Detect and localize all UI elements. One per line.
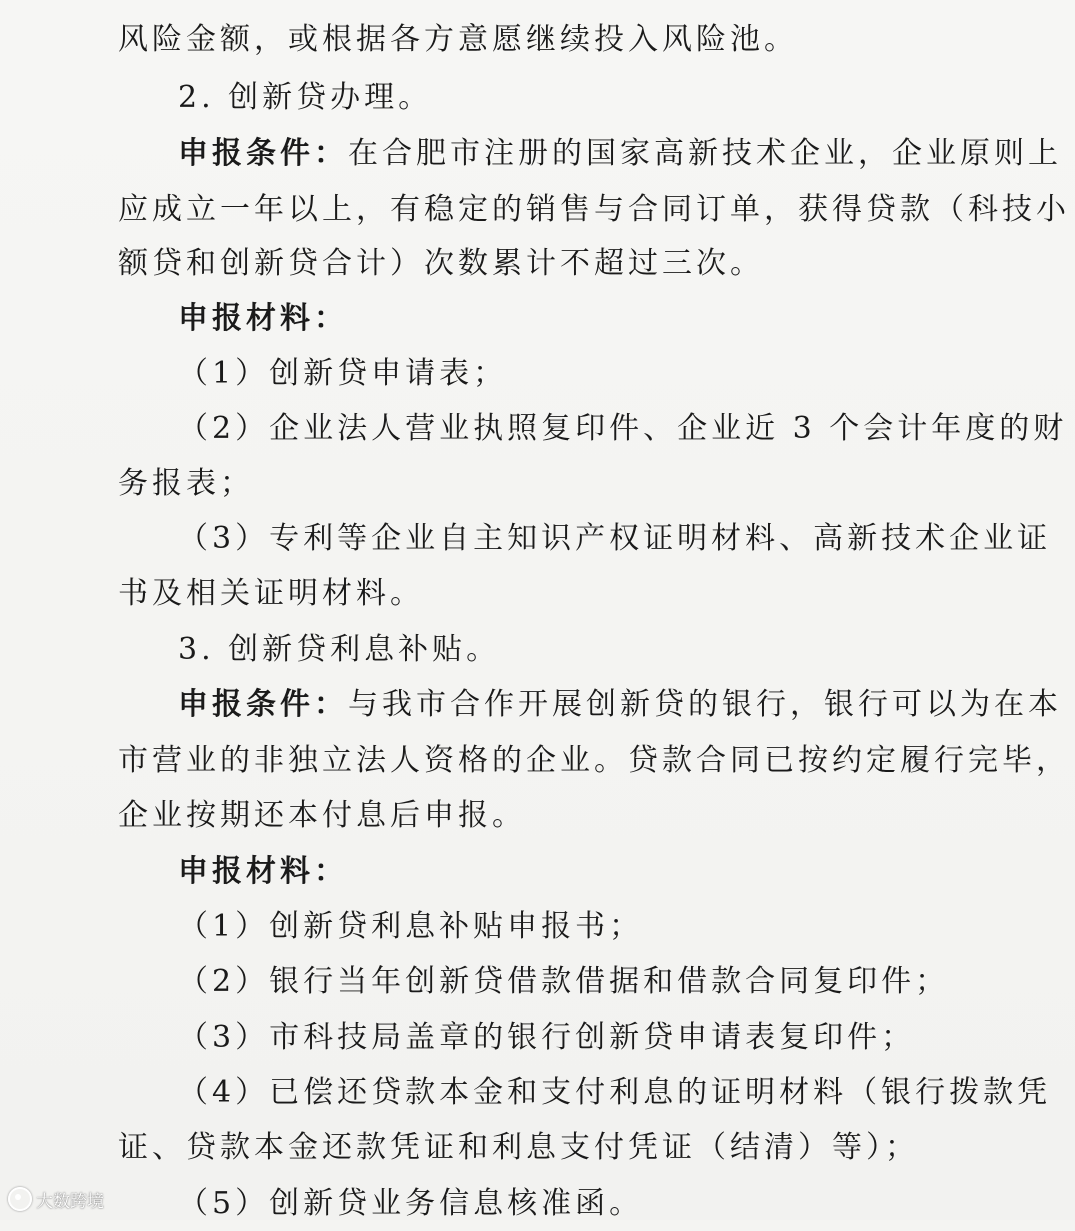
section-heading: 3. 创新贷利息补贴。: [178, 632, 501, 667]
watermark-text: 大数跨境: [36, 1191, 104, 1212]
field-label: 申报条件：: [178, 136, 348, 171]
text-line: 额贷和创新贷合计）次数累计不超过三次。: [118, 246, 764, 281]
field-label: 申报材料：: [178, 854, 348, 889]
text-line: 务报表；: [118, 466, 254, 501]
weibo-logo-icon: [8, 1187, 32, 1211]
section-heading: 2. 创新贷办理。: [178, 80, 433, 115]
text-line: 市营业的非独立法人资格的企业。贷款合同已按约定履行完毕，: [118, 743, 1070, 778]
list-item: （2）企业法人营业执照复印件、企业近 3 个会计年度的财: [178, 411, 1068, 446]
list-item: （3）专利等企业自主知识产权证明材料、高新技术企业证: [178, 521, 1052, 556]
list-item: （5）创新贷业务信息核准函。: [178, 1186, 644, 1221]
list-item: （2）银行当年创新贷借款借据和借款合同复印件；: [178, 964, 950, 999]
text-line: 申报条件：与我市合作开展创新贷的银行，银行可以为在本: [178, 687, 1062, 722]
text-line: 企业按期还本付息后申报。: [118, 798, 526, 833]
text-line: 申报条件：在合肥市注册的国家高新技术企业，企业原则上: [178, 136, 1062, 171]
list-item: （1）创新贷申请表；: [178, 356, 508, 391]
field-label: 申报材料：: [178, 301, 348, 336]
list-item: （1）创新贷利息补贴申报书；: [178, 909, 644, 944]
text-line: 应成立一年以上，有稳定的销售与合同订单，获得贷款（科技小: [118, 192, 1070, 227]
text-line: 风险金额，或根据各方意愿继续投入风险池。: [118, 22, 798, 57]
list-item: （3）市科技局盖章的银行创新贷申请表复印件；: [178, 1020, 916, 1055]
watermark: [8, 1186, 104, 1212]
text-line: 书及相关证明材料。: [118, 576, 424, 611]
list-item: （4）已偿还贷款本金和支付利息的证明材料（银行拨款凭: [178, 1075, 1052, 1110]
text-line: 证、贷款本金还款凭证和利息支付凭证（结清）等）；: [118, 1130, 919, 1165]
field-label: 申报条件：: [178, 687, 348, 722]
